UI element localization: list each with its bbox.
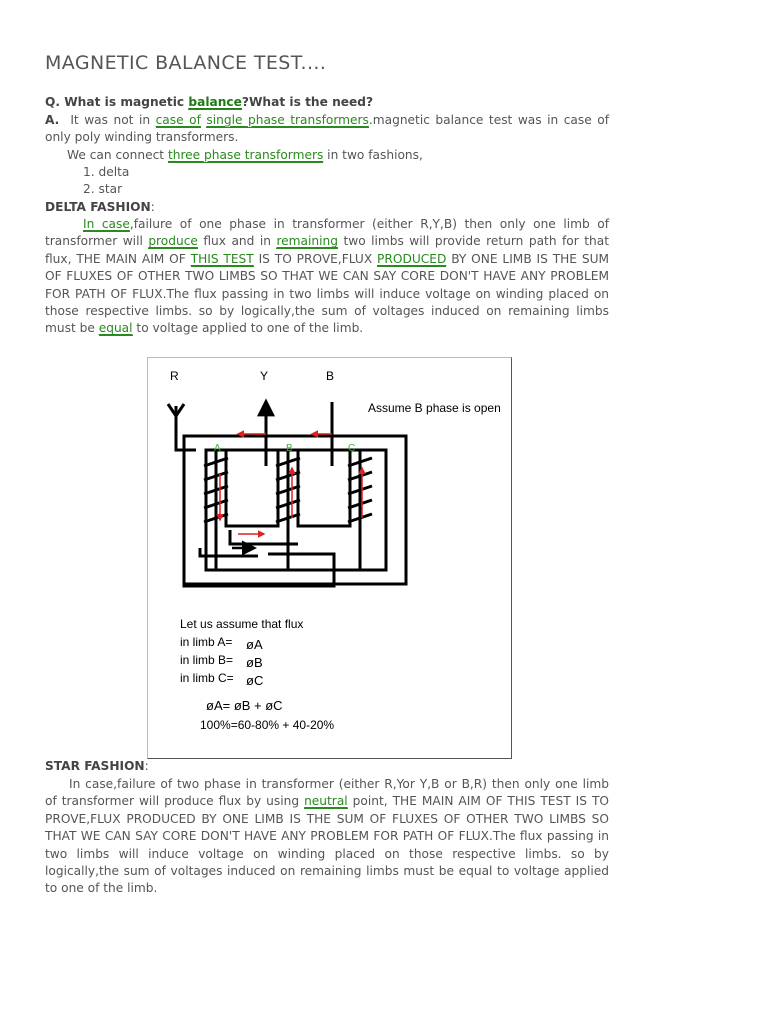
delta-heading: DELTA FASHION: xyxy=(45,200,155,214)
delta-heading-text: DELTA FASHION xyxy=(45,200,151,214)
delta-text-2: flux and in xyxy=(197,234,277,249)
transformer-diagram-figure xyxy=(147,357,512,759)
link-in-case[interactable]: In case xyxy=(83,217,130,231)
list-item: 1. delta xyxy=(83,165,130,179)
limb-a-row-value: øA xyxy=(246,637,263,652)
star-text-2: point, THE MAIN AIM OF THIS TEST IS TO PROVE,FLUX PRODUCED BY ONE LIMB IS THE SUM OF FLUXES OF OTHER TWO LIMBS SO THAT WE CAN SAY CORE DON'T HAVE ANY PROBLEM FOR PATH OF FLUX.The flux passing in two limbs will induce voltage on winding placed on those respective limbs. so by logically,the sum of voltages induced on remaining limbs must be equal to voltage applied to one of the limb. xyxy=(45,794,610,896)
star-heading: STAR FASHION: xyxy=(45,759,149,773)
assume-flux-text: Let us assume that flux xyxy=(180,617,304,631)
star-heading-text: STAR FASHION xyxy=(45,759,145,773)
delta-text-1: ,failure of one phase in transformer (either R,Y,B) then only one limb of transformer will xyxy=(45,217,609,249)
connect-line xyxy=(45,147,609,164)
answer-text-2: .magnetic balance test was in case of only poly winding transformers. xyxy=(45,113,610,145)
connect-text-1: We can connect xyxy=(67,148,168,162)
percent-equation: 100%=60-80% + 40-20% xyxy=(200,718,335,732)
question-suffix: ?What is the need? xyxy=(241,95,374,109)
limb-c-row-value: øC xyxy=(246,673,264,688)
phase-b-label: B xyxy=(326,369,335,383)
link-produce[interactable]: produce xyxy=(148,234,198,249)
question-line xyxy=(45,94,609,111)
link-case-of[interactable]: case of xyxy=(155,113,201,127)
link-remaining[interactable]: remaining xyxy=(276,234,338,249)
flux-equation: øA= øB + øC xyxy=(206,698,283,713)
page-title: MAGNETIC BALANCE TEST.... xyxy=(45,52,327,74)
star-paragraph xyxy=(45,776,609,898)
delta-paragraph xyxy=(45,216,609,338)
limb-a-row-label: in limb A= xyxy=(180,635,233,649)
link-three-phase-transformers[interactable]: three phase transformers xyxy=(167,148,324,162)
question-prefix: Q. What is magnetic xyxy=(45,95,189,109)
answer-label: A. xyxy=(45,113,60,127)
link-produced[interactable]: PRODUCED xyxy=(377,251,447,266)
star-text-1: In case,failure of two phase in transformer (either R,Yor Y,B or B,R) then only one limb of transformer will produce flux by using xyxy=(45,777,609,809)
assumption-note: Assume B phase is open xyxy=(368,401,501,415)
link-neutral[interactable]: neutral xyxy=(304,794,348,809)
link-this-test[interactable]: THIS TEST xyxy=(190,251,254,266)
delta-text-3: two limbs will provide return path for that flux, THE MAIN AIM OF xyxy=(45,234,609,266)
delta-text-4: IS TO PROVE,FLUX xyxy=(253,251,378,266)
limb-c-row-label: in limb C= xyxy=(180,671,234,685)
limb-c-label: C xyxy=(348,443,356,454)
list-item: 2. star xyxy=(83,182,123,196)
link-equal[interactable]: equal xyxy=(98,321,133,336)
phase-r-label: R xyxy=(170,369,179,383)
phase-y-label: Y xyxy=(260,369,269,383)
connect-text-2: in two fashions, xyxy=(323,148,423,162)
limb-b-row-label: in limb B= xyxy=(180,653,234,667)
limb-b-label: B xyxy=(286,443,293,454)
link-balance[interactable]: balance xyxy=(188,95,242,109)
transformer-diagram xyxy=(148,358,511,758)
link-single-phase-transformers[interactable]: single phase transformers xyxy=(206,113,369,127)
delta-text-5: BY ONE LIMB IS THE SUM OF FLUXES OF OTHER TWO LIMBS SO THAT WE CAN SAY CORE DON'T HAVE ANY PROBLEM FOR PATH OF FLUX.The flux passing in two limbs will induce voltage on winding placed on those respective limbs. so by logically,the sum of voltages induced on remaining limbs must be xyxy=(45,251,610,336)
limb-a-label: A xyxy=(214,443,221,454)
answer-paragraph xyxy=(45,112,609,147)
answer-text-1: It was not in xyxy=(70,113,156,127)
delta-text-6: to voltage applied to one of the limb. xyxy=(132,321,364,336)
transformer-core xyxy=(176,402,406,586)
limb-b-row-value: øB xyxy=(246,655,263,670)
